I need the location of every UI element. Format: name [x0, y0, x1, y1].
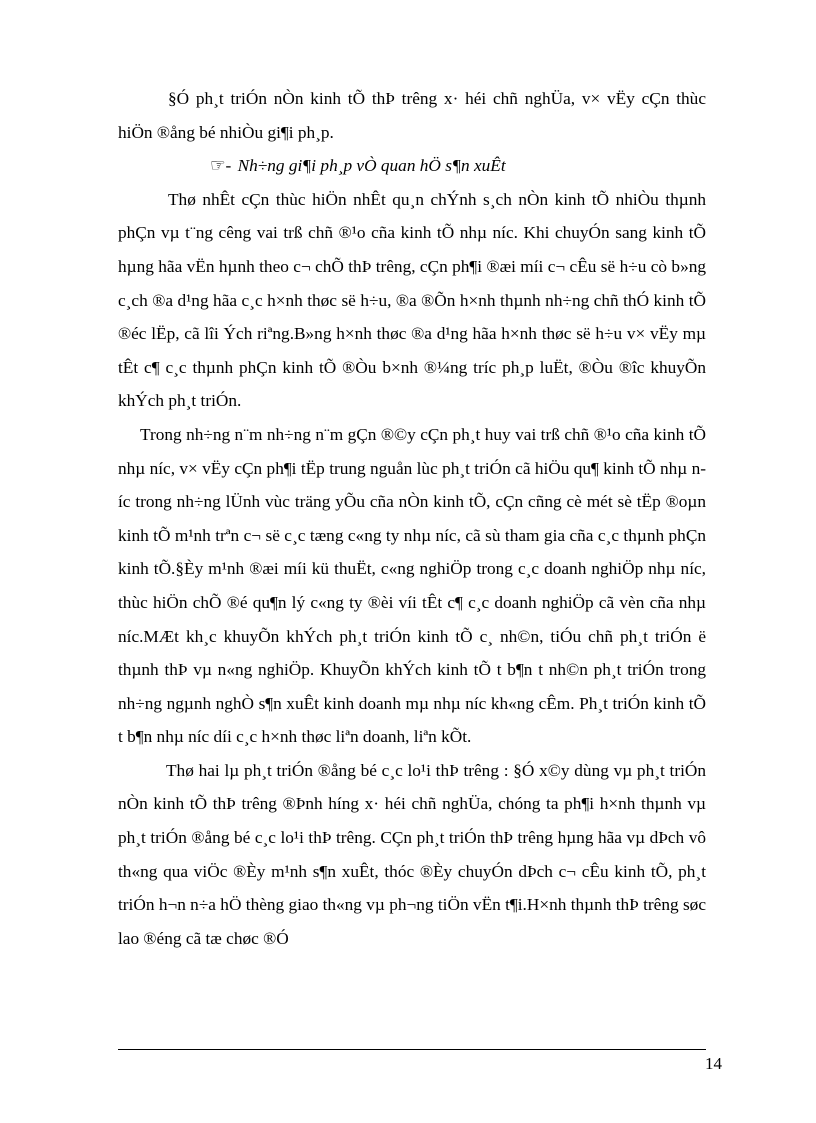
body-text [118, 82, 706, 955]
paragraph-second-solution: Thø hai lµ ph¸t triÓn ®ång bé c¸c lo¹i thÞ trêng : §Ó x©y dùng vµ ph¸t triÓn nÒn kinh tÕ thÞ trêng ®Þnh híng x· héi chñ nghÜa, chóng ta ph¶i h×nh thµnh vµ ph¸t triÓn ®ång bé c¸c lo¹i thÞ trêng. CÇn ph¸t triÓn thÞ trêng hµng hãa vµ dÞch vô th«ng qua viÖc ®Èy m¹nh s¶n xuÊt, thóc ®Èy chuyÓn dÞch c¬ cÊu kinh tÕ, ph¸t triÓn h¬n n÷a hÖ thèng giao th«ng vµ ph¬ng tiÖn vËn t¶i.H×nh thµnh thÞ trêng søc lao ®éng cã tæ chøc ®Ó [118, 760, 706, 948]
page-number: 14 [705, 1054, 722, 1073]
subheading-text: Nh÷ng gi¶i ph¸p vÒ quan hÖ s¶n xuÊt [237, 156, 506, 176]
paragraph-intro: §Ó ph¸t triÓn nÒn kinh tÕ thÞ trêng x· héi chñ nghÜa, v× vËy cÇn thùc hiÖn ®ång bé nhiÒu gi¶i ph¸p. [118, 89, 706, 142]
paragraph-first-solution: Thø nhÊt cÇn thùc hiÖn nhÊt qu¸n chÝnh s¸ch nÒn kinh tÕ nhiÒu thµnh phÇn vµ t¨ng cêng vai trß chñ ®¹o cña kinh tÕ nhµ níc. Khi chuyÓn sang kinh tÕ hµng hãa vËn hµnh theo c¬ chÕ thÞ trêng, cÇn ph¶i ®æi míi c¬ cÊu së h÷u cò b»ng c¸ch ®a d¹ng hãa c¸c h×nh thøc së h÷u, ®a ®Õn h×nh thµnh nh÷ng chñ thÓ kinh tÕ ®éc lËp, cã lîi Ých riªng.B»ng h×nh thøc ®a d¹ng hãa h×nh thøc së h÷u v× vËy mµ tÊt c¶ c¸c thµnh phÇn kinh tÕ ®Òu b×nh ®¼ng tríc ph¸p luËt, ®Òu ®îc khuyÕn khÝch ph¸t triÓn. [118, 189, 706, 411]
section-subheading [118, 149, 706, 183]
pointing-hand-icon: ☞- [210, 156, 232, 176]
footer-rule [118, 1049, 706, 1050]
paragraph-state-economy: Trong nh÷ng n¨m nh÷ng n¨m gÇn ®©y cÇn ph¸t huy vai trß chñ ®¹o cña kinh tÕ nhµ níc, v× vËy cÇn ph¶i tËp trung nguån lùc ph¸t triÓn cã hiÖu qu¶ kinh tÕ nhµ níc trong nh÷ng lÜnh vùc träng yÕu cña nÒn kinh tÕ, cÇn cñng cè mét sè tËp ®oµn kinh tÕ m¹nh trªn c¬ së c¸c tæng c«ng ty nhµ níc, cã sù tham gia cña c¸c thµnh phÇn kinh tÕ.§Èy m¹nh ®æi míi kü thuËt, c«ng nghiÖp trong c¸c doanh nghiÖp nhµ níc, thùc hiÖn chÕ ®é qu¶n lý c«ng ty ®èi víi tÊt c¶ c¸c doanh nghiÖp cã vèn cña nhµ níc.MÆt kh¸c khuyÕn khÝch ph¸t triÓn kinh tÕ c¸ nh©n, tiÓu chñ ph¸t triÓn ë thµnh thÞ vµ n«ng nghiÖp. KhuyÕn khÝch kinh tÕ t b¶n t nh©n ph¸t triÓn trong nh÷ng ngµnh nghÒ s¶n xuÊt kinh doanh mµ nhµ níc kh«ng cÊm. Ph¸t triÓn kinh tÕ t b¶n nhµ níc díi c¸c h×nh thøc liªn doanh, liªn kÕt. [118, 424, 706, 747]
